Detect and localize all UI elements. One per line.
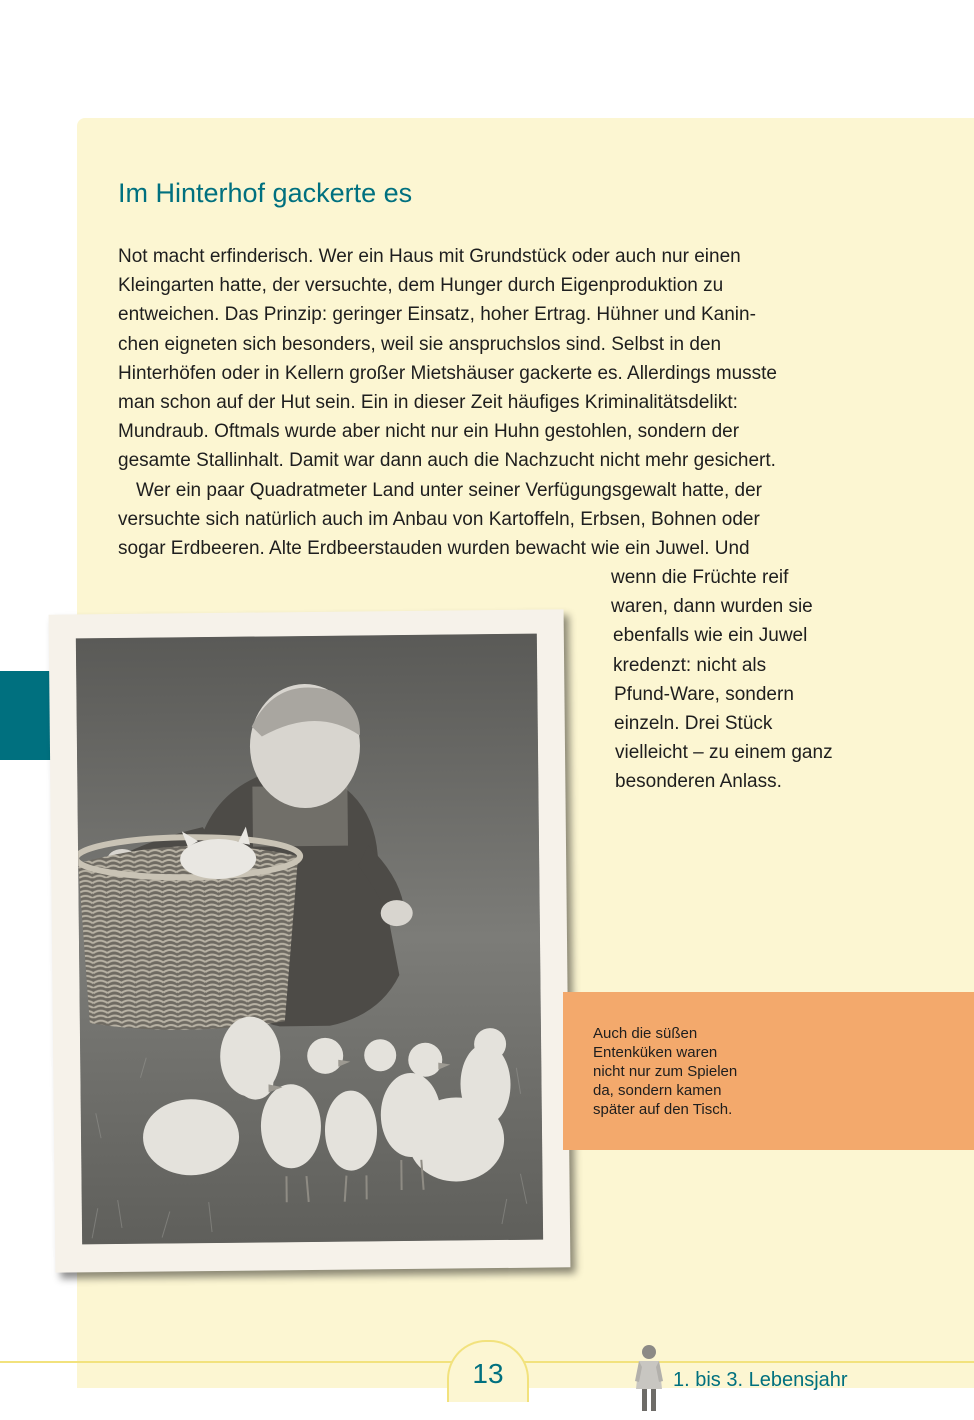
- child-with-ducklings-photo: [76, 634, 543, 1245]
- photo-caption: [593, 1024, 793, 1119]
- body-line: sogar Erdbeeren. Alte Erdbeerstauden wurden bewacht wie ein Juwel. Und: [118, 538, 750, 560]
- body-line: man schon auf der Hut sein. Ein in dieser Zeit häufiges Kriminalitätsdelikt:: [118, 392, 738, 414]
- side-line: vielleicht – zu einem ganz: [615, 742, 833, 764]
- caption-line: nicht nur zum Spielen: [593, 1063, 738, 1080]
- body-line: versuchte sich natürlich auch im Anbau von Kartoffeln, Erbsen, Bohnen oder: [118, 508, 760, 530]
- caption-line: Entenküken waren: [593, 1044, 718, 1061]
- body-line: Hinterhöfen oder in Kellern großer Mietshäuser gackerte es. Allerdings musste: [118, 362, 777, 384]
- side-line: besonderen Anlass.: [615, 771, 782, 793]
- body-line: Kleingarten hatte, der versuchte, dem Hunger durch Eigenproduktion zu: [118, 275, 724, 297]
- body-line: Wer ein paar Quadratmeter Land unter seiner Verfügungsgewalt hatte, der: [136, 479, 762, 501]
- photo-illustration: [76, 634, 543, 1245]
- page-number: 13: [472, 1358, 504, 1389]
- caption-line: da, sondern kamen: [593, 1082, 722, 1099]
- photo-frame: [49, 609, 571, 1272]
- side-line: wenn die Früchte reif: [611, 567, 789, 588]
- section-label: 1. bis 3. Lebensjahr: [673, 1369, 848, 1391]
- caption-box: [563, 992, 974, 1150]
- side-line: kredenzt: nicht als: [613, 654, 767, 676]
- body-line: Mundraub. Oftmals wurde aber nicht nur ein Huhn gestohlen, sondern der: [118, 421, 740, 443]
- caption-line: Auch die süßen: [593, 1025, 698, 1042]
- body-line: Not macht erfinderisch. Wer ein Haus mit Grundstück oder auch nur einen: [118, 246, 741, 267]
- body-line: gesamte Stallinhalt. Damit war dann auch die Nachzucht nicht mehr gesichert.: [118, 450, 776, 472]
- side-line: waren, dann wurden sie: [611, 596, 813, 618]
- article-body: [118, 242, 878, 563]
- body-line: chen eigneten sich besonders, weil sie anspruchslos sind. Selbst in den: [118, 333, 722, 355]
- caption-line: später auf den Tisch.: [593, 1101, 733, 1118]
- body-line: entweichen. Das Prinzip: geringer Einsatz, hoher Ertrag. Hühner und Kanin-: [118, 304, 756, 326]
- side-line: einzeln. Drei Stück: [614, 713, 773, 735]
- child-figure-icon: [633, 1343, 665, 1420]
- side-line: Pfund-Ware, sondern: [614, 683, 794, 705]
- article-side-column: [611, 563, 833, 797]
- side-line: ebenfalls wie ein Juwel: [613, 625, 808, 647]
- section-tab-marker: [0, 671, 53, 760]
- article-title: Im Hinterhof gackerte es: [118, 178, 413, 208]
